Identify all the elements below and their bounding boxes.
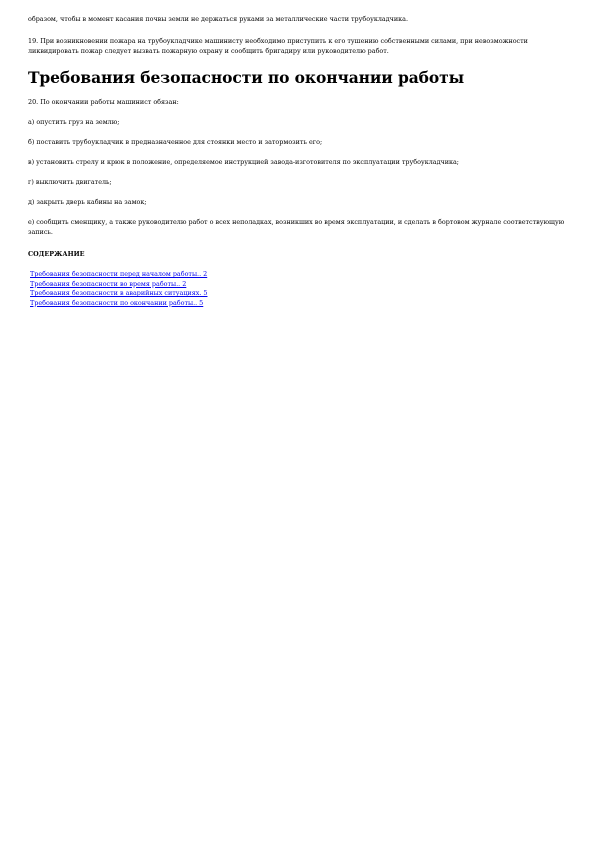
document-page — [28, 14, 568, 308]
toc-link-during-work[interactable]: Требования безопасности во время работы.. 2 — [30, 279, 187, 288]
paragraph-20: 20. По окончании работы машинист обязан: — [28, 98, 179, 106]
list-item-a: а) опустить груз на землю; — [28, 118, 120, 126]
paragraph-19: 19. При возникновении пожара на трубоукладчике машинисту необходимо приступить к его тушению собственными силами, при невозможности ликвидировать пожар следует вызвать пожарную охрану и сообщить бригадиру или руководителю работ. — [28, 37, 528, 55]
list-item-g: г) выключить двигатель; — [28, 178, 112, 186]
toc-title: СОДЕРЖАНИЕ — [28, 250, 85, 258]
table-of-contents — [28, 270, 568, 308]
list-item-e: е) сообщить сменщику, а также руководителю работ о всех неполадках, возникших во время эксплуатации, и сделать в бортовом журнале соответствующую запись. — [28, 218, 565, 236]
list-item-b: б) поставить трубоукладчик в предназначенное для стоянки место и затормозить его; — [28, 138, 323, 146]
list-item-d: д) закрыть дверь кабины на замок; — [28, 198, 147, 206]
toc-link-emergency[interactable]: Требования безопасности в аварийных ситуациях. 5 — [30, 289, 208, 297]
paragraph-continuation: образом, чтобы в момент касания почвы земли не держаться руками за металлические части трубоукладчика. — [28, 15, 408, 23]
section-heading: Требования безопасности по окончании работы — [28, 68, 465, 87]
toc-link-after-work[interactable]: Требования безопасности по окончании работы.. 5 — [30, 298, 204, 307]
list-item-v: в) установить стрелу и крюк в положение, определяемое инструкцией завода-изготовителя по эксплуатации трубоукладчика; — [28, 158, 459, 166]
toc-link-before-work[interactable]: Требования безопасности перед началом работы.. 2 — [30, 270, 208, 278]
